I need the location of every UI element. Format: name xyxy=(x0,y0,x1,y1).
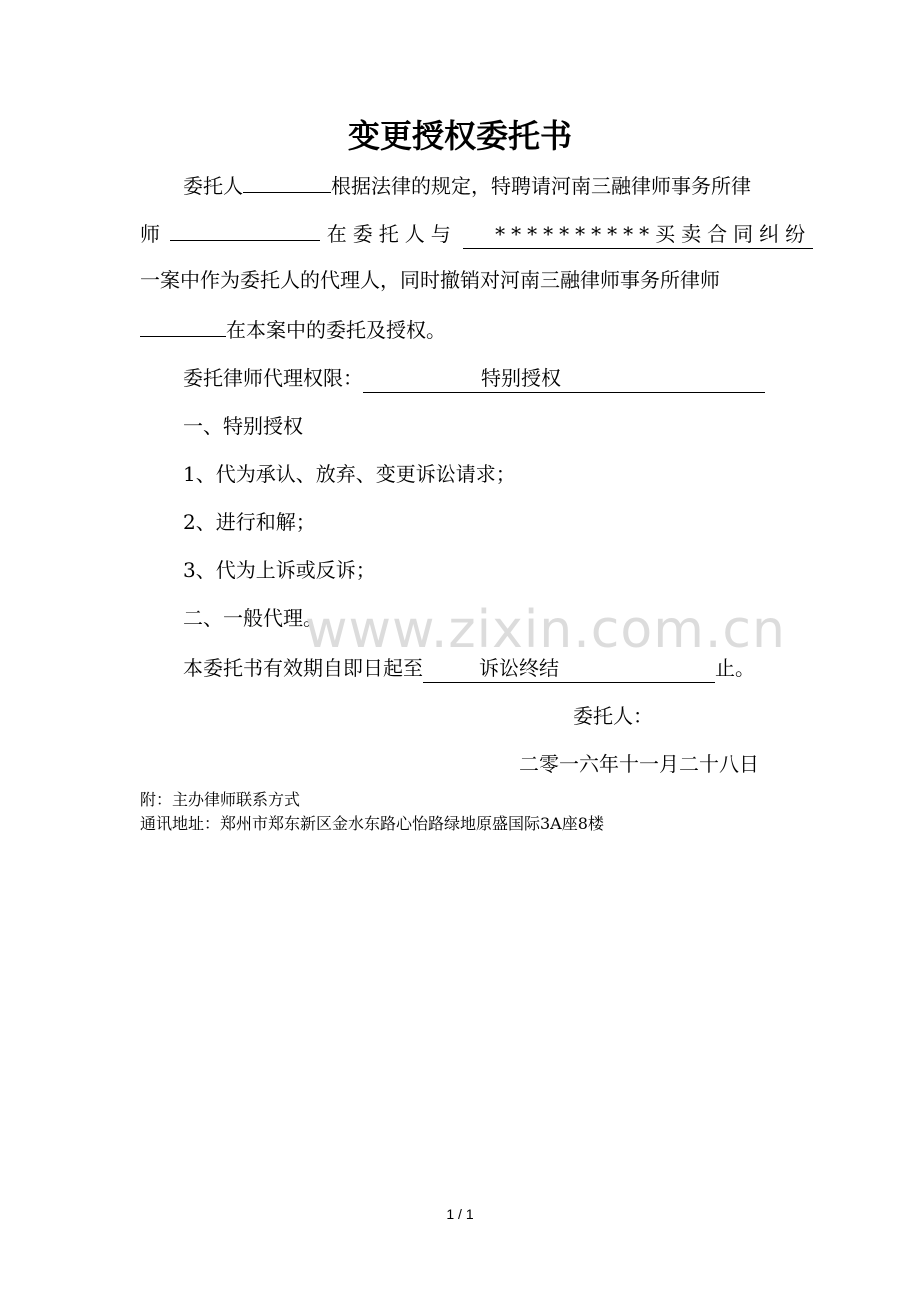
authority-label: 委托律师代理权限： xyxy=(183,366,363,390)
paragraph-line-4 xyxy=(140,314,446,344)
lawyer-blank xyxy=(170,218,320,241)
note-contact: 附：主办律师联系方式 xyxy=(140,790,301,809)
paragraph-line-2 xyxy=(140,218,813,249)
validity-value: 诉讼终结 xyxy=(423,654,715,683)
watermark: www.zixin.com.cn xyxy=(305,600,786,660)
case-name: **********买卖合同纠纷 xyxy=(463,220,813,249)
special-authority-heading: 一、特别授权 xyxy=(183,414,303,438)
authority-item-3: 3、代为上诉或反诉； xyxy=(183,558,376,582)
general-agency-heading: 二、一般代理。 xyxy=(183,606,323,630)
authority-line xyxy=(183,364,765,393)
paragraph-text: 在委托人与 xyxy=(326,222,457,246)
principal-label: 委托人 xyxy=(183,174,243,198)
signature-label: 委托人： xyxy=(573,704,653,728)
paragraph-text: 在本案中的委托及授权。 xyxy=(226,318,446,342)
authority-item-1: 1、代为承认、放弃、变更诉讼请求； xyxy=(183,462,516,486)
validity-label: 本委托书有效期自即日起至 xyxy=(183,656,423,680)
page-number: 1 / 1 xyxy=(446,1206,474,1222)
revoked-lawyer-blank xyxy=(140,314,226,337)
signature-date: 二零一六年十一月二十八日 xyxy=(519,752,759,776)
lawyer-label: 师 xyxy=(140,222,160,246)
document-title: 变更授权委托书 xyxy=(347,117,572,155)
validity-end: 止。 xyxy=(715,656,755,680)
paragraph-line-1 xyxy=(183,170,751,200)
authority-value: 特别授权 xyxy=(363,364,765,393)
validity-line xyxy=(183,654,755,683)
paragraph-line-3: 一案中作为委托人的代理人，同时撤销对河南三融律师事务所律师 xyxy=(140,268,720,292)
note-address: 通讯地址：郑州市郑东新区金水东路心怡路绿地原盛国际3A座8楼 xyxy=(140,814,604,833)
principal-blank xyxy=(243,170,331,193)
authority-item-2: 2、进行和解； xyxy=(183,510,316,534)
paragraph-text: 根据法律的规定，特聘请河南三融律师事务所律 xyxy=(331,174,751,198)
